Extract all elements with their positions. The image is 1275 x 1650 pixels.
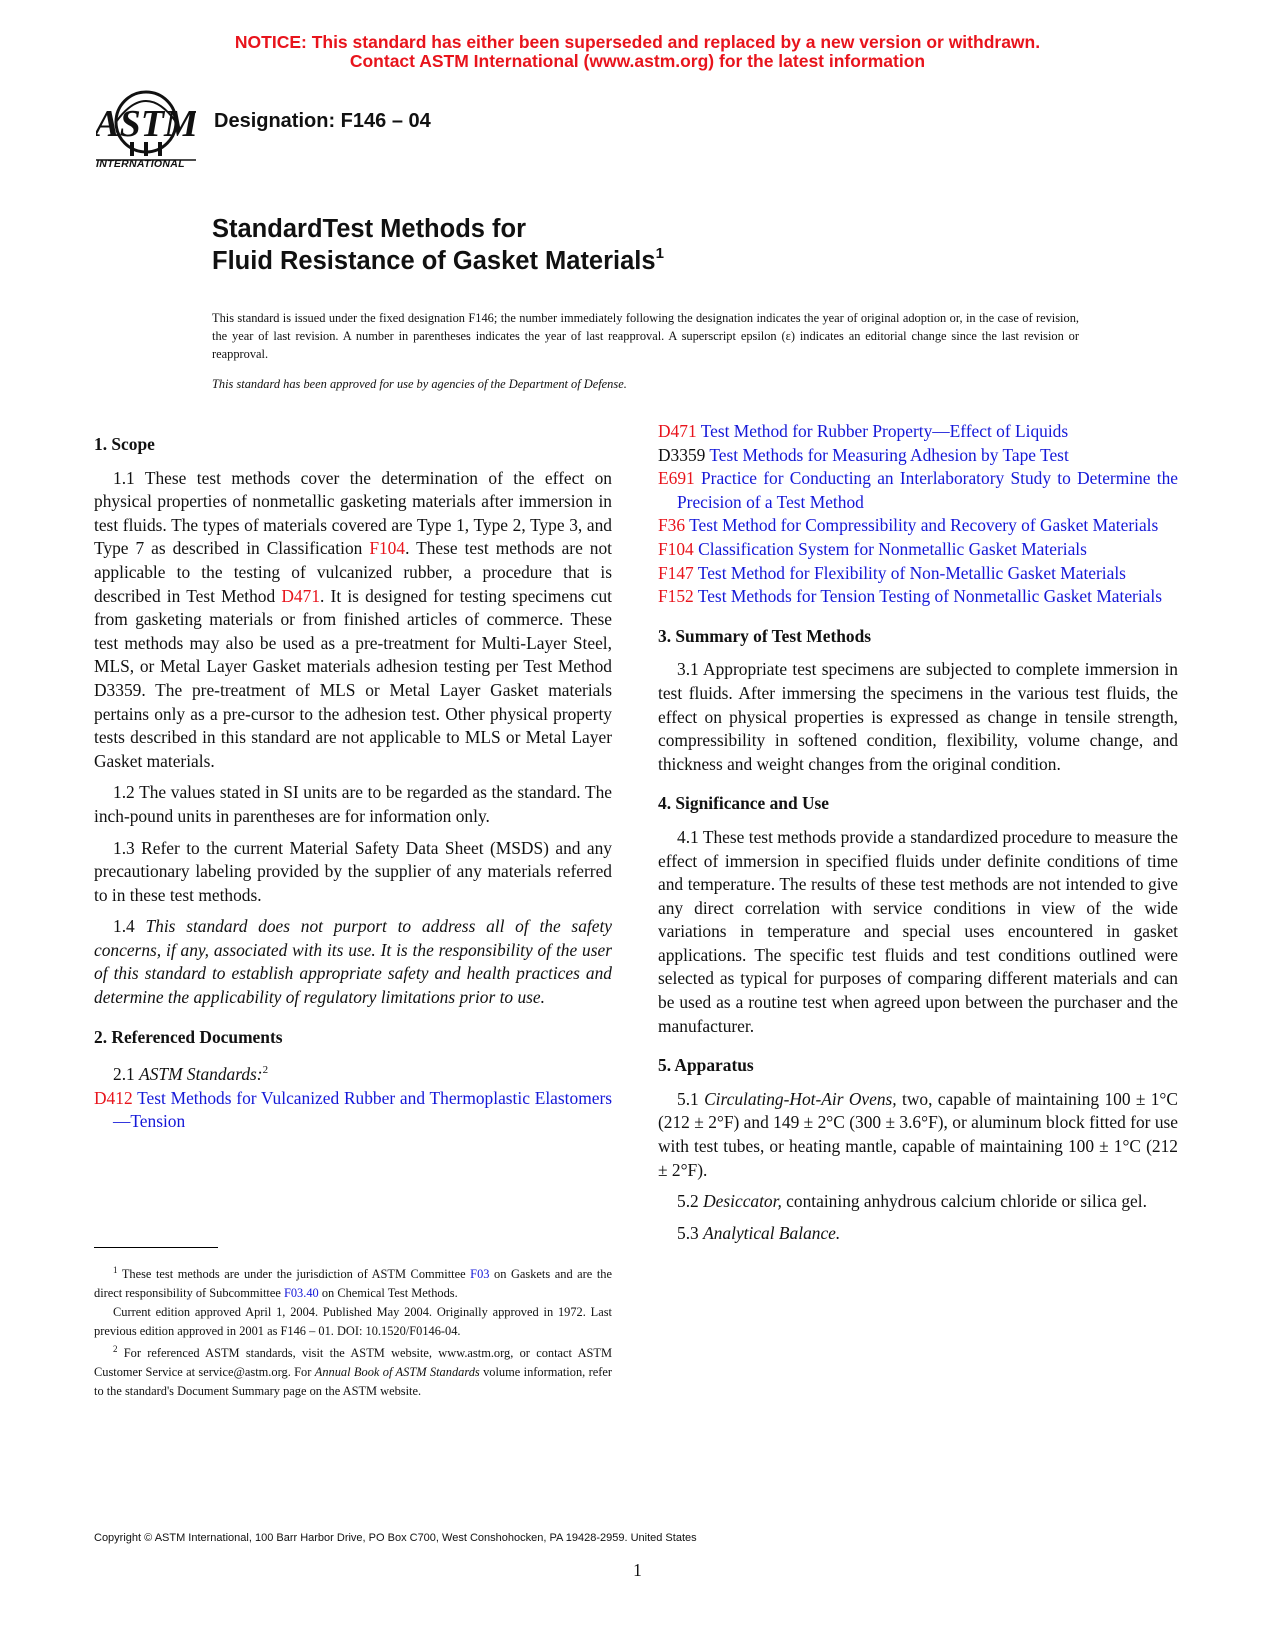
text: 1.1 These test methods cover the determination of the effect on physical properties of nonmetallic gasketing materials after immersion in test fluids. The types of materials covered are Type 1, Type 2, Type 3, and Type 7 as described in Classification [94,467,612,559]
ref-item-f104[interactable] [658,538,1178,562]
issue-statement: This standard is issued under the fixed designation F146; the number immediately following the designation indicates the year of original adoption or, in the case of revision, the year of last revision. A number in parentheses indicates the year of last reapproval. A superscript epsilon (ε) indicates an editorial change since the last revision or reapproval. [212,311,1079,361]
text: two, capable of maintaining 100 ± 1°C (212 ± 2°F) and 149 ± 2°C (300 ± 3.6°F), or aluminum block fitted for use with test tubes, or heating mantle, capable of maintaining 100 ± 1°C (212 ± 2°F). [658,1088,1178,1180]
section-heading-apparatus: 5. Apparatus [658,1055,754,1076]
ref-title[interactable]: Test Method for Flexibility of Non-Metallic Gasket Materials [693,562,1126,583]
ref-title[interactable]: Classification System for Nonmetallic Gasket Materials [693,538,1087,559]
title-footnote-mark: 1 [655,245,664,262]
astm-standards-label: ASTM Standards: [139,1064,263,1085]
svg-text:ASTM: ASTM [96,103,196,145]
astm-logo-icon [96,80,196,176]
ref-item-f152[interactable] [658,585,1178,609]
para-number: 2.1 [113,1064,140,1085]
withdrawal-notice [0,33,1275,71]
ref-item-d3359[interactable] [658,444,1178,468]
copyright: Copyright © ASTM International, 100 Barr Harbor Drive, PO Box C700, West Conshohocken, PA 19428-2959. United States [94,1532,697,1544]
title-line-2 [212,245,664,277]
notice-line-1: NOTICE: This standard has either been superseded and replaced by a new version or withdrawn. [234,32,1041,52]
ref-item-d471[interactable] [658,420,1178,444]
footnote-1-edition: Current edition approved April 1, 2004. Published May 2004. Originally approved in 1972. Last previous edition approved in 2001 as F146 – 01. DOI: 10.1520/F0146-04. [94,1304,612,1338]
ref-code[interactable]: F104 [658,538,694,559]
caveat-text: This standard does not purport to address all of the safety concerns, if any, associated with its use. It is the responsibility of the user of this standard to establish appropriate safety and health practices and determine the applicability of regulatory limitations prior to use. [94,916,612,1008]
text: volume information, refer to the standard's Document Summary page on the ASTM website. [94,1365,612,1399]
footnote-mark: 2 [113,1344,118,1355]
section-heading-summary: 3. Summary of Test Methods [658,625,872,646]
paragraph-2-1 [94,1059,612,1086]
section-heading-significance: 4. Significance and Use [658,793,830,814]
page-number: 1 [633,1560,642,1580]
ref-title[interactable]: Test Methods for Measuring Adhesion by Tape Test [705,444,1069,465]
ref-item-d412[interactable] [94,1087,612,1134]
right-column [658,421,1178,1245]
footnote-2 [94,1340,612,1401]
ref-item-f36[interactable] [658,514,1178,538]
paragraph-1-1 [94,467,612,774]
paragraph-4-1: 4.1 These test methods provide a standardized procedure to measure the effect of immersion in specified fluids under definite conditions of time and temperature. The results of these test methods are not intended to give any direct correlation with service conditions in view of the wide variations in temperature and special uses encountered in gasket applications. The specific test fluids and test conditions outlined were selected as typical for purposes of comparing different materials and can be used as a routine test when agreed upon between the purchaser and the manufacturer. [658,826,1178,1036]
paragraph-5-1 [658,1088,1178,1182]
text: on Gaskets and are the direct responsibility of Subcommittee [94,1267,612,1300]
paragraph-1-2: 1.2 The values stated in SI units are to be regarded as the standard. The inch-pound units in parentheses are for information only. [94,782,612,826]
link-d471[interactable]: D471 [281,585,321,606]
text: For referenced ASTM standards, visit the ASTM website, www.astm.org, or contact ASTM Customer Service at service@astm.org. For [94,1346,612,1380]
designation: Designation: F146 – 04 [214,110,431,132]
title-line-2-text: Fluid Resistance of Gasket Materials [212,247,656,275]
ref-code[interactable]: E691 [658,468,695,489]
footnote-divider [94,1247,218,1248]
dod-statement: This standard has been approved for use by agencies of the Department of Defense. [212,377,627,391]
title-line-1: StandardTest Methods for [212,215,527,243]
para-number: 5.1 [677,1088,705,1109]
ref-title[interactable]: Test Methods for Vulcanized Rubber and Thermoplastic Elastomers—Tension [113,1087,612,1132]
footnote-1 [94,1261,612,1303]
para-number: 1.4 [113,916,146,937]
para-number: 5.2 [677,1191,704,1212]
ref-title[interactable]: Test Method for Compressibility and Recovery of Gasket Materials [685,515,1159,536]
footnotes [94,1261,612,1401]
ref-title[interactable]: Test Method for Rubber Property—Effect of Liquids [696,421,1069,441]
item-name: Analytical Balance. [703,1222,841,1243]
ref-item-f147[interactable] [658,562,1178,586]
ref-code[interactable]: F147 [658,562,694,583]
link-f104[interactable]: F104 [369,538,406,559]
item-name: Circulating-Hot-Air Ovens, [704,1088,897,1109]
text: containing anhydrous calcium chloride or silica gel. [781,1191,1147,1212]
footnote-mark: 1 [113,1265,118,1275]
text: These test methods are under the jurisdiction of ASTM Committee [117,1267,471,1282]
book-title: Annual Book of ASTM Standards [314,1365,480,1380]
ref-code[interactable]: D471 [658,421,697,441]
document-title [212,213,664,277]
paragraph-1-3: 1.3 Refer to the current Material Safety Data Sheet (MSDS) and any precautionary labeling provided by the supplier of any materials referred to in these test methods. [94,837,612,905]
ref-code: D3359 [658,444,706,465]
ref-title[interactable]: Test Methods for Tension Testing of Nonmetallic Gasket Materials [693,586,1162,607]
ref-code[interactable]: F152 [658,586,694,607]
text: . These test methods are not applicable to the testing of vulcanized rubber, a procedure that is described in Test Method [94,538,613,606]
ref-item-e691[interactable] [658,467,1178,514]
ref-title[interactable]: Practice for Conducting an Interlaboratory Study to Determine the Precision of a Test Method [677,468,1178,512]
text: on Chemical Test Methods. [318,1285,458,1300]
item-name: Desiccator, [703,1191,782,1212]
left-column [94,433,612,1134]
paragraph-5-3 [658,1222,1178,1246]
paragraph-5-2 [658,1190,1178,1214]
text: . It is designed for testing specimens cut from gasketing materials or from finished articles of commerce. These test methods may also be used as a pre-treatment for Multi-Layer Steel, MLS, or Metal Layer Gasket materials adhesion testing per Test Method D3359. The pre-treatment of MLS or Metal Layer Gasket materials pertains only as a pre-cursor to the adhesion test. Other physical property tests described in this standard are not applicable to MLS or Metal Layer Gasket materials. [94,585,612,771]
para-number: 5.3 [677,1222,704,1243]
ref-code[interactable]: F36 [658,515,686,536]
footnote-mark: 2 [262,1064,269,1077]
notice-line-2: Contact ASTM International (www.astm.org) for the latest information [349,51,926,71]
ref-code[interactable]: D412 [94,1087,133,1108]
link-f03-40[interactable]: F03.40 [283,1285,319,1300]
paragraph-1-4 [94,915,612,1009]
logo-word: INTERNATIONAL [96,158,185,170]
section-heading-scope: 1. Scope [94,434,155,454]
section-heading-referenced: 2. Referenced Documents [94,1026,283,1047]
paragraph-3-1: 3.1 Appropriate test specimens are subjected to complete immersion in test fluids. After immersing the specimens in the various test fluids, the effect on physical properties is expressed as change in tensile strength, compressibility in softened condition, flexibility, volume change, and thickness and weight changes from the original condition. [658,659,1178,774]
link-f03[interactable]: F03 [470,1267,490,1282]
